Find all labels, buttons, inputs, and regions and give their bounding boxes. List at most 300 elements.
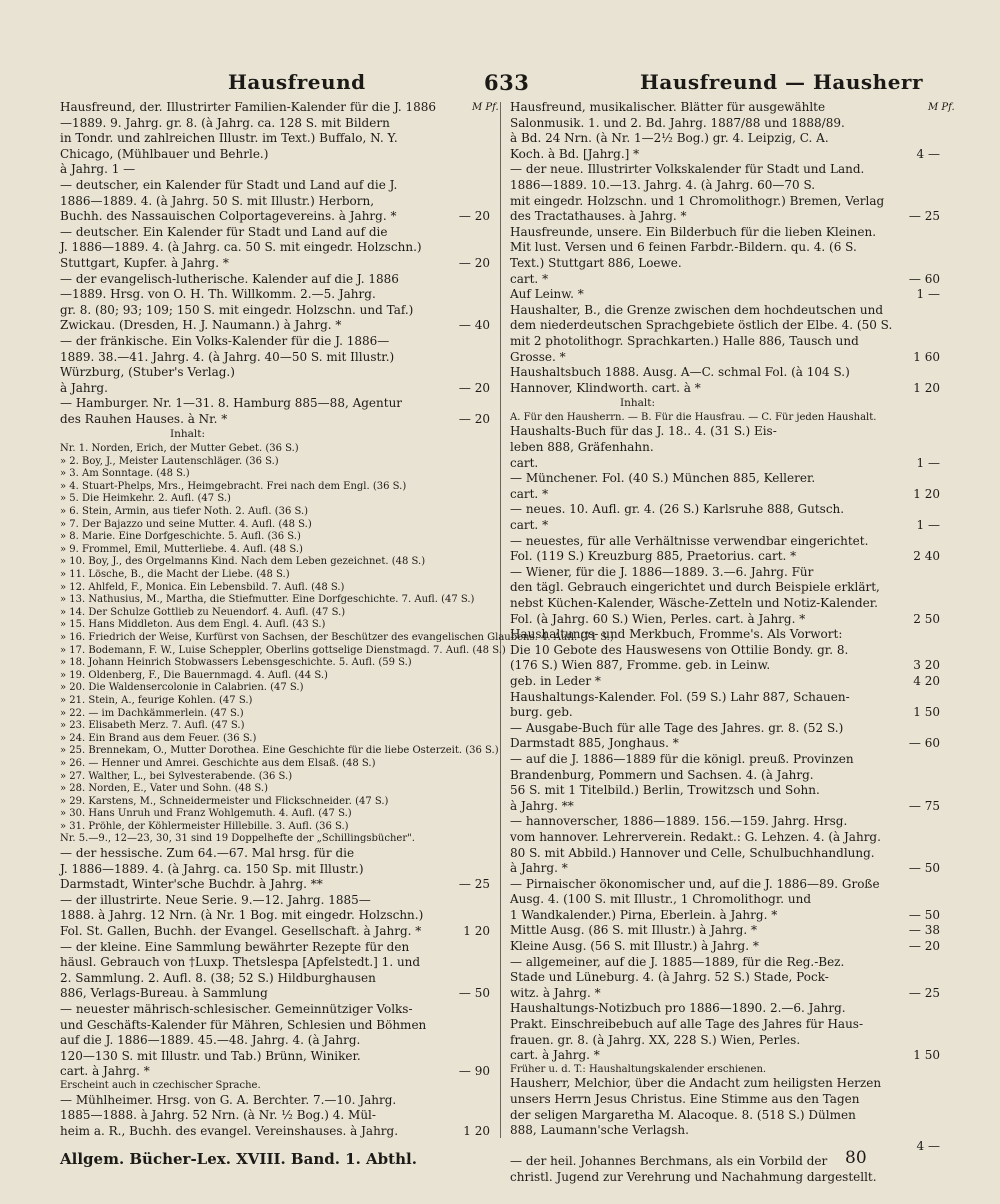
entry-line — [510, 565, 940, 581]
entry-line — [510, 1033, 940, 1049]
entry-line — [60, 1049, 490, 1065]
entry-text: Ausg. 4. (100 S. mit Illustr., 1 Chromolithogr. und — [510, 892, 812, 907]
entry-line — [60, 720, 490, 733]
entry-line — [510, 643, 940, 659]
entry-line — [60, 178, 490, 194]
entry-line — [510, 658, 940, 674]
entry-text: — hannoverscher, 1886—1889. 156.—159. Jahrg. Hrsg. — [510, 814, 848, 829]
entry-price: 2 50 — [913, 611, 940, 626]
entry-price: 1 — — [916, 287, 940, 302]
entry-text: Koch. à Bd. [Jahrg.] * — [510, 146, 640, 161]
entry-line — [510, 955, 940, 971]
entry-text: Kleine Ausg. (56 S. mit Illustr.) à Jahrg. * — [510, 939, 759, 954]
entry-text: Früher u. d. T.: Haushaltungskalender erschienen. — [510, 1063, 767, 1075]
entry-text: Fol. St. Gallen, Buchh. der Evangel. Gesellschaft. à Jahrg. * — [60, 924, 422, 939]
entry-line — [510, 194, 940, 210]
entry-text: » 19. Oldenberg, F., Die Bauernmagd. 4. Aufl. (44 S.) — [60, 669, 328, 681]
entry-line — [60, 1033, 490, 1049]
entry-text: » 11. Lösche, B., die Macht der Liebe. (48 S.) — [60, 569, 290, 580]
entry-text: » 16. Friedrich der Weise, Kurfürst von Sachsen, der Beschützer des evangelischen Glaubens. 4. Aufl. (71 S.) — [60, 631, 614, 643]
entry-line — [60, 758, 490, 771]
entry-text: Die 10 Gebote des Hauswesens von Ottilie Bondy. gr. 8. — [510, 642, 849, 657]
entry-text: Haushaltungs-Notizbuch pro 1886—1890. 2.—6. Jahrg. — [510, 1001, 846, 1016]
price-column-label-right: M Pf. — [928, 102, 955, 113]
entry-line — [60, 1093, 490, 1109]
entry-line — [510, 690, 940, 706]
entry-text: » 6. Stein, Armin, aus tiefer Noth. 2. Aufl. (36 S.) — [60, 506, 309, 518]
entry-text: » 14. Der Schulze Gottlieb zu Neuendorf. 4. Aufl. (47 S.) — [60, 606, 346, 618]
entry-line — [60, 116, 490, 132]
entry-line — [60, 745, 499, 758]
entry-text: — auf die J. 1886—1889 für die königl. preuß. Provinzen — [510, 751, 854, 766]
entry-line — [510, 147, 940, 163]
entry-price: 2 40 — [913, 549, 940, 564]
entry-line — [510, 131, 940, 147]
entry-text: — Mühlheimer. Hrsg. von G. A. Berchter. 7.—10. Jahrg. — [60, 1092, 397, 1107]
entry-line — [60, 971, 490, 987]
entry-price: 1 20 — [913, 380, 940, 395]
entry-line — [60, 531, 490, 544]
entry-line — [510, 1017, 940, 1033]
entry-text: Haushaltungs-Kalender. Fol. (59 S.) Lahr 887, Schauen- — [510, 689, 850, 704]
entry-text: — der neue. Illustrirter Volkskalender für Stadt und Land. — [510, 162, 865, 177]
entry-line — [510, 923, 940, 939]
entry-text: » 4. Stuart-Phelps, Mrs., Heimgebracht. Frei nach dem Engl. (36 S.) — [60, 480, 407, 492]
entry-price: — 38 — [908, 923, 940, 938]
entry-text: Auf Leinw. * — [510, 287, 584, 302]
entry-text: — Ausgabe-Buch für alle Tage des Jahres. gr. 8. (52 S.) — [510, 720, 844, 735]
entry-line — [510, 768, 940, 784]
entry-line — [510, 502, 940, 518]
entry-text: Darmstadt, Winter'sche Buchdr. à Jahrg. ** — [60, 877, 323, 892]
entry-line — [510, 162, 940, 178]
entry-text: Hausfreunde, unsere. Ein Bilderbuch für die lieben Kleinen. — [510, 224, 877, 239]
entry-line — [510, 272, 940, 288]
entry-line — [510, 1139, 940, 1155]
entry-line — [60, 162, 490, 178]
column-divider — [500, 102, 501, 1138]
entry-text: Darmstadt 885, Jonghaus. * — [510, 736, 679, 751]
entry-price: — 20 — [908, 939, 940, 954]
entry-text: » 31. Pröhle, der Köhlermeister Hillebille. 3. Aufl. (36 S.) — [60, 820, 349, 832]
entry-text: — der hessische. Zum 64.—67. Mal hrsg. für die — [60, 846, 355, 861]
entry-line — [60, 147, 490, 163]
entry-line — [60, 695, 490, 708]
entry-line — [60, 1108, 490, 1124]
entry-text: 1886—1889. 4. (à Jahrg. 50 S. mit Illustr.) Herborn, — [60, 193, 375, 208]
entry-text: auf die J. 1886—1889. 45.—48. Jahrg. 4. (à Jahrg. — [60, 1033, 361, 1048]
entry-line — [60, 287, 490, 303]
entry-line — [60, 821, 490, 834]
entry-line — [60, 350, 490, 366]
entry-line — [60, 131, 490, 147]
entry-text: 1888. à Jahrg. 12 Nrn. (à Nr. 1 Bog. mit eingedr. Holzschn.) — [60, 908, 424, 923]
entry-line — [60, 468, 490, 481]
entry-price: — 75 — [908, 798, 940, 813]
entry-line — [60, 194, 490, 210]
entry-text: Haushaltungs- und Merkbuch, Fromme's. Als Vorwort: — [510, 627, 843, 642]
entry-text: frauen. gr. 8. (à Jahrg. XX, 228 S.) Wien, Perles. — [510, 1032, 801, 1047]
entry-text: » 24. Ein Brand aus dem Feuer. (36 S.) — [60, 732, 257, 744]
entry-price: — 50 — [908, 907, 940, 922]
entry-line — [60, 381, 490, 397]
entry-line — [510, 1076, 940, 1092]
entry-line — [60, 493, 490, 506]
entry-text: —1889. Hrsg. von O. H. Th. Willkomm. 2.—5. Jahrg. — [60, 287, 376, 302]
entry-text: geb. in Leder * — [510, 673, 601, 688]
entry-line — [60, 893, 490, 909]
entry-text: dem niederdeutschen Sprachgebiete östlich der Elbe. 4. (50 S. — [510, 318, 893, 333]
entry-line — [60, 631, 614, 645]
entry-price: — 50 — [458, 986, 490, 1001]
entry-line — [60, 607, 490, 620]
entry-line — [60, 619, 490, 632]
entry-text: Stade und Lüneburg. 4. (à Jahrg. 52 S.) Stade, Pock- — [510, 970, 829, 985]
entry-text: » 15. Hans Middleton. Aus dem Engl. 4. Aufl. (43 S.) — [60, 619, 326, 631]
entry-line — [510, 412, 940, 425]
entry-line — [60, 556, 490, 569]
entry-text: Inhalt: — [620, 397, 656, 410]
footer-signature: Allgem. Bücher-Lex. XVIII. Band. 1. Abthl. — [60, 1150, 417, 1168]
entry-text: Grosse. * — [510, 349, 566, 364]
entry-text: » 27. Walther, L., bei Sylvesterabende. (36 S.) — [60, 770, 293, 782]
entry-text: Haushalts-Buch für das J. 18.. 4. (31 S.) Eis- — [510, 424, 777, 439]
entry-price: — 25 — [458, 877, 490, 892]
entry-line — [60, 272, 490, 288]
entry-line — [60, 1002, 490, 1018]
entry-line — [60, 396, 490, 412]
entry-text: leben 888, Gräfenhahn. — [510, 440, 654, 455]
entry-text: — der evangelisch-lutherische. Kalender auf die J. 1886 — [60, 271, 399, 286]
entry-line — [60, 1124, 490, 1140]
entry-text: des Tractathauses. à Jahrg. * — [510, 209, 687, 224]
entry-line — [60, 1064, 490, 1080]
entry-line — [510, 209, 940, 225]
entry-line — [60, 670, 490, 683]
entry-text: Hausherr, Melchior, über die Andacht zum heiligsten Herzen — [510, 1076, 882, 1091]
entry-text: — neues. 10. Aufl. gr. 4. (26 S.) Karlsruhe 888, Gutsch. — [510, 502, 845, 517]
entry-line — [510, 318, 940, 334]
entry-line — [510, 424, 940, 440]
entry-line — [60, 456, 490, 469]
entry-text: » 25. Brennekam, O., Mutter Dorothea. Eine Geschichte für die liebe Osterzeit. (36 S.) — [60, 745, 499, 757]
entry-text: — Pirnaischer ökonomischer und, auf die J. 1886—89. Große — [510, 876, 880, 891]
entry-line — [60, 443, 490, 456]
entry-line — [510, 846, 940, 862]
entry-line — [510, 303, 940, 319]
entry-text: — Hamburger. Nr. 1—31. 8. Hamburg 885—88, Agentur — [60, 396, 403, 411]
entry-text: in Tondr. und zahlreichen Illustr. im Text.) Buffalo, N. Y. — [60, 131, 398, 146]
entry-text: 888, Laumann'sche Verlagsh. — [510, 1123, 689, 1138]
entry-line — [60, 334, 490, 350]
entry-line — [60, 733, 490, 746]
entry-line — [510, 178, 940, 194]
entry-line — [60, 569, 490, 582]
entry-text: 1 Wandkalender.) Pirna, Eberlein. à Jahrg. * — [510, 907, 778, 922]
entry-price: 1 — — [916, 455, 940, 470]
entry-line — [510, 487, 940, 503]
entry-line — [510, 549, 940, 565]
entry-price: 1 20 — [463, 924, 490, 939]
entry-text: à Jahrg. ** — [510, 798, 574, 813]
entry-line — [510, 534, 940, 550]
entry-line — [60, 862, 490, 878]
entry-line — [510, 396, 940, 412]
entry-line — [60, 877, 490, 893]
entry-line — [510, 752, 940, 768]
entry-text: cart. * — [510, 271, 549, 286]
entry-text: » 23. Elisabeth Merz. 7. Aufl. (47 S.) — [60, 720, 245, 732]
entry-text: 120—130 S. mit Illustr. und Tab.) Brünn, Winiker. — [60, 1048, 361, 1063]
entry-text: 1885—1888. à Jahrg. 52 Nrn. (à Nr. ½ Bog.) 4. Mül- — [60, 1108, 376, 1123]
entry-text: 886, Verlags-Bureau. à Sammlung — [60, 986, 268, 1001]
entry-text: J. 1886—1889. 4. (à Jahrg. ca. 150 Sp. mit Illustr.) — [60, 861, 364, 876]
entry-text: » 5. Die Heimkehr. 2. Aufl. (47 S.) — [60, 493, 231, 505]
entry-text: Haushalter, B., die Grenze zwischen dem hochdeutschen und — [510, 302, 884, 317]
entry-line — [510, 705, 940, 721]
entry-text: » 29. Karstens, M., Schneidermeister und Flickschneider. (47 S.) — [60, 795, 389, 807]
entry-text: Hausfreund, der. Illustrirter Familien-Kalender für die J. 1886 — [60, 100, 437, 114]
entry-text: Nr. 1. Norden, Erich, der Mutter Gebet. (36 S.) — [60, 443, 299, 455]
entry-price: — 60 — [908, 736, 940, 751]
page-number: 633 — [484, 70, 530, 95]
entry-line — [510, 1123, 940, 1139]
entry-line — [60, 682, 490, 695]
entry-line — [510, 908, 940, 924]
entry-line — [510, 596, 940, 612]
right-column — [510, 100, 940, 1186]
footer-sheet-number: 80 — [845, 1148, 867, 1168]
entry-text: » 17. Bodemann, F. W., Luise Scheppler, Oberlins gottselige Dienstmagd. 7. Aufl. (48 S.) — [60, 644, 506, 656]
entry-text: burg. geb. — [510, 705, 573, 720]
entry-text: — Wiener, für die J. 1886—1889. 3.—6. Jahrg. Für — [510, 564, 814, 579]
entry-text: (176 S.) Wien 887, Fromme. geb. in Leinw. — [510, 658, 771, 673]
entry-line — [60, 412, 490, 428]
entry-line — [510, 256, 940, 272]
entry-line — [510, 1092, 940, 1108]
entry-line — [60, 986, 490, 1002]
entry-line — [60, 303, 490, 319]
entry-line — [60, 1018, 490, 1034]
entry-line — [60, 833, 490, 846]
entry-text: » 9. Frommel, Emil, Mutterliebe. 4. Aufl. (48 S.) — [60, 543, 303, 555]
entry-line — [60, 594, 490, 607]
entry-text: cart. à Jahrg. * — [510, 1048, 600, 1063]
entry-text: » 12. Ahlfeld, F., Monica. Ein Lebensbild. 7. Aufl. (48 S.) — [60, 581, 345, 593]
entry-line — [510, 939, 940, 955]
entry-text: unsers Herrn Jesus Christus. Eine Stimme aus den Tagen — [510, 1092, 860, 1106]
entry-text: » 18. Johann Heinrich Stobwassers Lebensgeschichte. 5. Aufl. (59 S.) — [60, 657, 412, 669]
entry-line — [510, 674, 940, 690]
entry-line — [60, 481, 490, 494]
entry-price: — 20 — [458, 255, 490, 270]
entry-text: der seligen Margaretha M. Alacoque. 8. (518 S.) Dülmen — [510, 1107, 856, 1122]
entry-text: mit 2 photolithogr. Sprachkarten.) Halle 886, Tausch und — [510, 333, 859, 348]
entry-line — [510, 350, 940, 366]
entry-line — [60, 506, 490, 519]
entry-price: 1 50 — [913, 705, 940, 720]
entry-line — [510, 365, 940, 381]
entry-line — [60, 544, 490, 557]
entry-line — [510, 783, 940, 799]
entry-text: Text.) Stuttgart 886, Loewe. — [510, 255, 682, 270]
entry-line — [510, 287, 940, 303]
price-column-label-left: M Pf. — [472, 102, 499, 113]
entry-line — [510, 814, 940, 830]
entry-line — [60, 318, 490, 334]
entry-line — [60, 940, 490, 956]
entry-text: 2. Sammlung. 2. Aufl. 8. (38; 52 S.) Hildburghausen — [60, 970, 376, 985]
entry-text: » 10. Boy, J., des Orgelmanns Kind. Nach dem Leben gezeichnet. (48 S.) — [60, 556, 426, 568]
entry-line — [60, 209, 490, 225]
entry-text: und Geschäfts-Kalender für Mähren, Schlesien und Böhmen — [60, 1017, 427, 1032]
entry-text: Hannover, Klindworth. cart. à * — [510, 380, 701, 395]
entry-text: à Bd. 24 Nrn. (à Nr. 1—2½ Bog.) gr. 4. Leipzig, C. A. — [510, 131, 829, 146]
entry-text: — deutscher, ein Kalender für Stadt und Land auf die J. — [60, 177, 398, 192]
entry-text: —1889. 9. Jahrg. gr. 8. (à Jahrg. ca. 128 S. mit Bildern — [60, 115, 390, 130]
entry-text: Prakt. Einschreibebuch auf alle Tage des Jahres für Haus- — [510, 1017, 864, 1032]
entry-text: vom hannover. Lehrerverein. Redakt.: G. Lehzen. 4. (à Jahrg. — [510, 829, 881, 844]
header-right-title: Hausfreund — Hausherr — [640, 70, 924, 94]
entry-price: — 60 — [908, 271, 940, 286]
entry-price: 3 20 — [913, 658, 940, 673]
entry-line — [510, 970, 940, 986]
entry-text: cart. à Jahrg. * — [60, 1064, 150, 1079]
entry-line — [510, 986, 940, 1002]
entry-text: Nr. 5.—9., 12—23, 30, 31 sind 19 Doppelhefte der „Schillingsbücher". — [60, 833, 415, 845]
entry-text: — neuester mährisch-schlesischer. Gemeinnütziger Volks- — [60, 1002, 413, 1016]
entry-text: — allgemeiner, auf die J. 1885—1889, für die Reg.-Bez. — [510, 954, 845, 969]
entry-price: 1 20 — [463, 1123, 490, 1138]
entry-price: — 20 — [458, 380, 490, 395]
entry-line — [510, 612, 940, 628]
entry-text: 1889. 38.—41. Jahrg. 4. (à Jahrg. 40—50 S. mit Illustr.) — [60, 349, 395, 364]
entry-text: Hausfreund, musikalischer. Blätter für ausgewählte — [510, 100, 826, 114]
entry-text: den tägl. Gebrauch eingerichtet und durch Beispiele erklärt, — [510, 580, 880, 595]
entry-line — [60, 256, 490, 272]
entry-text: Zwickau. (Dresden, H. J. Naumann.) à Jahrg. * — [60, 318, 342, 333]
entry-line — [60, 796, 490, 809]
entry-line — [60, 657, 490, 670]
entry-line — [510, 580, 940, 596]
entry-text: mit eingedr. Holzschn. und 1 Chromolithogr.) Bremen, Verlag — [510, 193, 885, 208]
entry-text: des Rauhen Hauses. à Nr. * — [60, 411, 228, 426]
entry-price: — 25 — [908, 985, 940, 1000]
entry-line — [60, 924, 490, 940]
entry-text: à Jahrg. 1 — — [60, 162, 136, 177]
entry-price: 1 20 — [913, 486, 940, 501]
entry-text: Haushaltsbuch 1888. Ausg. A—C. schmal Fol. (à 104 S.) — [510, 365, 850, 380]
entry-line — [510, 799, 940, 815]
entry-line — [510, 440, 940, 456]
entry-price: — 25 — [908, 209, 940, 224]
entry-text: — Münchener. Fol. (40 S.) München 885, Kellerer. — [510, 471, 816, 486]
entry-line — [510, 456, 940, 472]
entry-line — [510, 471, 940, 487]
entry-text: cart. * — [510, 518, 549, 533]
entry-line — [60, 955, 490, 971]
entry-text: » 22. — im Dachkämmerlein. (47 S.) — [60, 707, 244, 719]
entry-line — [510, 877, 940, 893]
entry-line — [60, 519, 490, 532]
entry-text: » 8. Marie. Eine Dorfgeschichte. 5. Aufl. (36 S.) — [60, 531, 301, 543]
entry-text: nebst Küchen-Kalender, Wäsche-Zetteln und Notiz-Kalender. — [510, 596, 878, 610]
entry-price: — 90 — [458, 1064, 490, 1079]
entry-line — [510, 627, 940, 643]
entry-text: à Jahrg. — [60, 380, 108, 395]
entry-line — [60, 1080, 490, 1093]
entry-line — [510, 1108, 940, 1124]
entry-text: Fol. (à Jahrg. 60 S.) Wien, Perles. cart. à Jahrg. * — [510, 611, 806, 626]
entry-text: 1886—1889. 10.—13. Jahrg. 4. (à Jahrg. 60—70 S. — [510, 177, 816, 192]
entry-text: heim a. R., Buchh. des evangel. Vereinshauses. à Jahrg. — [60, 1123, 399, 1138]
entry-line — [60, 365, 490, 381]
entry-text: — neuestes, für alle Verhältnisse verwendbar eingerichtet. — [510, 533, 869, 548]
entry-line — [510, 240, 940, 256]
entry-text: » 2. Boy, J., Meister Lautenschläger. (36 S.) — [60, 455, 279, 467]
entry-line — [60, 708, 490, 721]
entry-text: » 26. — Henner und Amrei. Geschichte aus dem Elsaß. (48 S.) — [60, 757, 376, 769]
entry-text: » 28. Norden, E., Vater und Sohn. (48 S.) — [60, 783, 268, 795]
entry-line — [60, 808, 490, 821]
entry-price: 4 — — [916, 146, 940, 161]
entry-text: Salonmusik. 1. und 2. Bd. Jahrg. 1887/88 und 1888/89. — [510, 115, 845, 130]
entry-line — [510, 381, 940, 397]
entry-text: Fol. (119 S.) Kreuzburg 885, Praetorius. cart. * — [510, 549, 797, 564]
entry-line — [60, 225, 490, 241]
entry-line — [510, 100, 940, 116]
entry-price: — 50 — [908, 861, 940, 876]
entry-line — [510, 1154, 940, 1170]
entry-text: cart. — [510, 455, 539, 470]
entry-line — [510, 116, 940, 132]
entry-line — [60, 908, 490, 924]
entry-line — [60, 240, 490, 256]
entry-line — [510, 1064, 940, 1077]
entry-line — [510, 334, 940, 350]
entry-text: Mittle Ausg. (86 S. mit Illustr.) à Jahrg. * — [510, 923, 757, 938]
entry-text: Stuttgart, Kupfer. à Jahrg. * — [60, 255, 229, 270]
entry-line — [510, 1048, 940, 1064]
entry-text: Würzburg, (Stuber's Verlag.) — [60, 365, 235, 380]
entry-line — [510, 1170, 940, 1186]
entry-line — [60, 582, 490, 595]
entry-text: gr. 8. (80; 93; 109; 150 S. mit eingedr. Holzschn. und Taf.) — [60, 302, 414, 317]
entry-text: » 7. Der Bajazzo und seine Mutter. 4. Aufl. (48 S.) — [60, 518, 312, 530]
entry-line — [60, 771, 490, 784]
entry-line — [510, 518, 940, 534]
entry-text: — der fränkische. Ein Volks-Kalender für die J. 1886— — [60, 333, 390, 348]
entry-line — [60, 644, 506, 658]
entry-text: à Jahrg. * — [510, 861, 568, 876]
entry-text: » 3. Am Sonntage. (48 S.) — [60, 468, 190, 480]
entry-text: Mit lust. Versen und 6 feinen Farbdr.-Bildern. qu. 4. (6 S. — [510, 240, 857, 255]
entry-price: — 20 — [458, 209, 490, 224]
entry-text: häusl. Gebrauch von †Luxp. Thetslespa [Apfelstedt.] 1. und — [60, 955, 421, 970]
entry-price: 4 — — [916, 1138, 940, 1153]
entry-line — [510, 861, 940, 877]
entry-text: » 30. Hans Unruh und Franz Wohlgemuth. 4. Aufl. (47 S.) — [60, 808, 352, 820]
entry-line — [510, 1001, 940, 1017]
entry-line — [510, 225, 940, 241]
entry-price: 1 — — [916, 518, 940, 533]
entry-text: Buchh. des Nassauischen Colportagevereins. à Jahrg. * — [60, 209, 397, 224]
entry-text: — der kleine. Eine Sammlung bewährter Rezepte für den — [60, 939, 410, 954]
header-left-title: Hausfreund — [228, 70, 366, 94]
entry-text: » 13. Nathusius, M., Martha, die Stiefmutter. Eine Dorfgeschichte. 7. Aufl. (47 S.) — [60, 594, 475, 606]
entry-text: Brandenburg, Pommern und Sachsen. 4. (à Jahrg. — [510, 767, 814, 782]
entry-line — [510, 892, 940, 908]
